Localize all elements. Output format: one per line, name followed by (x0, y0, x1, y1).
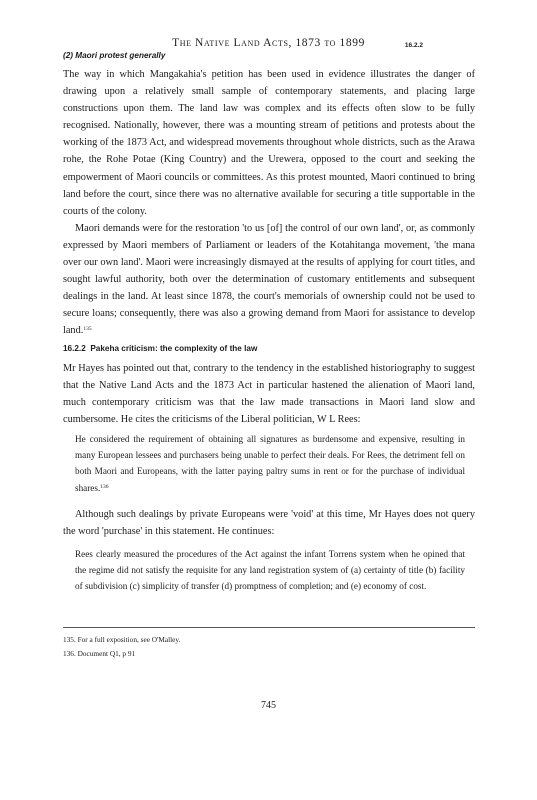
section-number: 16.2.2 (404, 42, 423, 49)
footnote-ref: 135 (83, 326, 92, 333)
block-quote (75, 431, 465, 496)
section-pakeha-criticism-heading (63, 344, 475, 353)
section-heading-number: 16.2.2 (63, 344, 86, 353)
page-number: 745 (261, 700, 276, 711)
section-maori-protest-body (63, 66, 475, 340)
paragraph: Mr Hayes has pointed out that, contrary to the tendency in the established historiography to suggest that the Native Land Acts and the 1873 Act in particular hastened the alienation of Maori land, much contemporary criticism was that the law made transactions in Maori land slow and cumbersome. He cites the criticisms of the Liberal politician, W L Rees: (63, 363, 475, 426)
paragraph: Although such dealings by private Europeans were 'void' at this time, Mr Hayes does not query the word 'purchase' in this statement. He continues: (63, 509, 475, 538)
paragraph-text: Maori demands were for the restoration 'to us [of] the control of our own land', or, as commonly expressed by Maori members of Parliament or leaders of the Kotahitanga movement, 'the mana over our own land'. Maori were increasingly dismayed at the results of applying for court titles, and sought lawful authority, both over the determination of customary entitlements and subsequent dealings in the land. At least since 1878, the court's memorials of ownership could not be used to secure loans; consequently, there was also a growing demand from Maori for assistance to develop land. (63, 222, 475, 337)
paragraph: The way in which Mangakahia's petition has been used in evidence illustrates the danger of drawing upon a relatively small sample of contemporary statements, and placing large constructions upon them. The land law was complex and its effects often slow to be fully recognised. Nationally, however, there was a mounting stream of petitions and protests about the working of the 1873 Act, and widespread movements throughout whole districts, such as the Arawa rohe, the Rohe Potae (King Country) and the Urewera, opposed to the court and seeking the empowerment of Maori councils or committees. As this protest mounted, Maori continued to bring land before the court, since there was no alternative available for securing a title supportable in the courts of the colony. (63, 69, 475, 217)
footnote: 136. Document Q1, p 91 (63, 649, 136, 658)
running-title: The Native Land Acts, 1873 to 1899 (172, 37, 365, 49)
section-heading (63, 344, 475, 353)
quote (75, 431, 465, 496)
block-quote (75, 546, 465, 595)
section-pakeha-criticism-body (63, 360, 475, 428)
section-maori-protest (63, 51, 475, 60)
quote-text: He considered the requirement of obtaining all signatures as burdensome and expensive, resulting in many European lessees and purchasers being unable to perfect their deals. For Rees, the detriment fell on both Maori and Europeans, with the latter paying paltry sums in rent or for the purchase of individual shares. (75, 434, 465, 493)
footnote: 135. For a full exposition, see O'Malley. (63, 635, 181, 644)
footnote-ref: 136 (100, 483, 109, 490)
footnote-rule (63, 627, 475, 628)
running-head (0, 37, 537, 49)
paragraph (63, 220, 475, 340)
paragraph-block (63, 506, 475, 540)
section-heading: (2) Maori protest generally (63, 51, 166, 60)
quote: Rees clearly measured the procedures of the Act against the infant Torrens system when he opined that the regime did not satisfy the requisite for any land registration system of (a) certainty of title (b) facility of subdivision (c) simplicity of transfer (d) promptness of completion; and (e) economy of cost. (75, 549, 465, 592)
section-heading-text: Pakeha criticism: the complexity of the law (90, 344, 258, 353)
